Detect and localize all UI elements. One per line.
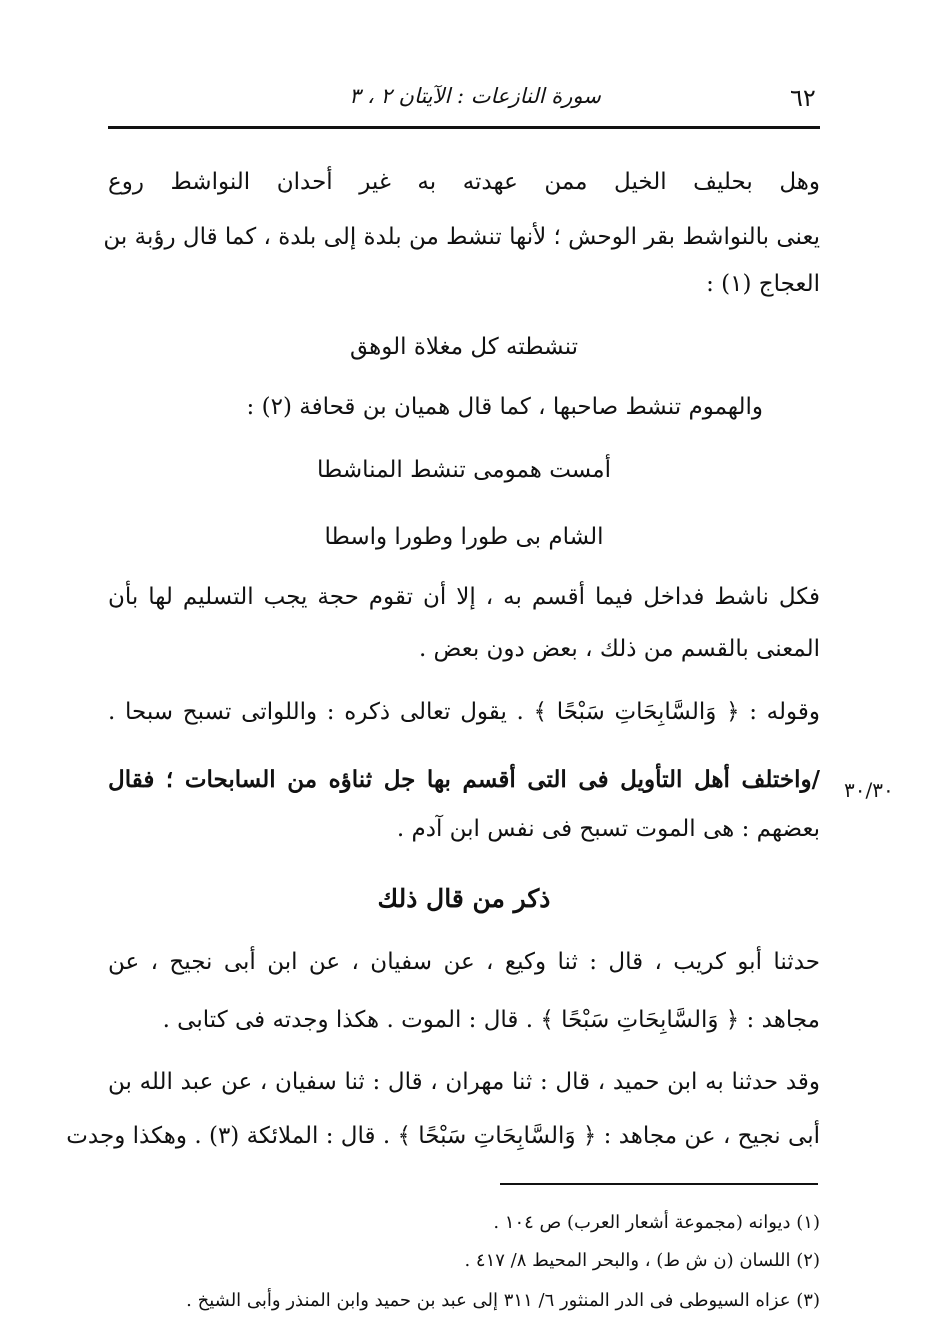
paragraph-1-line-1: يعنى بالنواشط بقر الوحش ؛ لأنها تنشط من بلدة إلى بلدة ، كما قال رؤبة بن xyxy=(103,224,820,250)
verse-line-4: الشام بى طورا وطورا واسطا xyxy=(324,524,604,550)
footnote-1: (١) ديوانه (مجموعة أشعار العرب) ص ١٠٤ . xyxy=(493,1212,820,1233)
verse-line-1: وهل بحليف الخيل ممن عهدته به غير أحدان النواشط روع xyxy=(108,169,820,195)
header-rule xyxy=(108,126,820,129)
verse-line-3: أمست همومى تنشط المناشطا xyxy=(316,457,612,483)
running-header-title: سورة النازعات : الآيتان ٢ ، ٣ xyxy=(349,84,601,108)
paragraph-5-line-2: بعضهم : هى الموت تسبح فى نفس ابن آدم . xyxy=(396,816,820,842)
footnote-3: (٣) عزاه السيوطى فى الدر المنثور ٦/ ٣١١ إلى عبد بن حميد وابن المنذر وأبى الشيخ . xyxy=(186,1290,820,1311)
paragraph-3-line-1: فكل ناشط فداخل فيما أقسم به ، إلا أن تقوم حجة يجب التسليم لها بأن xyxy=(108,584,820,610)
section-heading: ذكر من قال ذلك xyxy=(377,884,551,913)
paragraph-4: وقوله : ﴿ وَالسَّابِحَاتِ سَبْحًا ﴾ . يقول تعالى ذكره : واللواتى تسبح سبحا . xyxy=(108,699,820,725)
footnote-2: (٢) اللسان (ن ش ط) ، والبحر المحيط ٨/ ٤١٧ . xyxy=(464,1250,820,1271)
paragraph-6-line-1: حدثنا أبو كريب ، قال : ثنا وكيع ، عن سفيان ، عن ابن أبى نجيح ، عن xyxy=(108,949,820,975)
verse-line-2: تنشطته كل مغلاة الوهق xyxy=(349,334,579,360)
paragraph-7-line-1: وقد حدثنا به ابن حميد ، قال : ثنا مهران ، قال : ثنا سفيان ، عن عبد الله بن xyxy=(108,1069,820,1095)
paragraph-3-line-2: المعنى بالقسم من ذلك ، بعض دون بعض . xyxy=(418,636,820,662)
paragraph-7-line-2: أبى نجيح ، عن مجاهد : ﴿ وَالسَّابِحَاتِ سَبْحًا ﴾ . قال : الملائكة (٣) . وهكذا وجدت xyxy=(66,1123,820,1149)
footnote-rule xyxy=(500,1183,818,1185)
paragraph-2: والهموم تنشط صاحبها ، كما قال هميان بن قحافة (٢) : xyxy=(246,394,763,420)
page-number: ٦٢ xyxy=(790,84,816,112)
margin-reference: ٣٠/٣٠ xyxy=(844,778,894,802)
paragraph-1-line-2: العجاج (١) : xyxy=(706,271,820,297)
paragraph-5-line-1: /واختلف أهل التأويل فى التى أقسم بها جل ثناؤه من السابحات ؛ فقال xyxy=(108,766,820,793)
paragraph-6-line-2: مجاهد : ﴿ وَالسَّابِحَاتِ سَبْحًا ﴾ . قال : الموت . هكذا وجدته فى كتابى . xyxy=(162,1007,820,1033)
